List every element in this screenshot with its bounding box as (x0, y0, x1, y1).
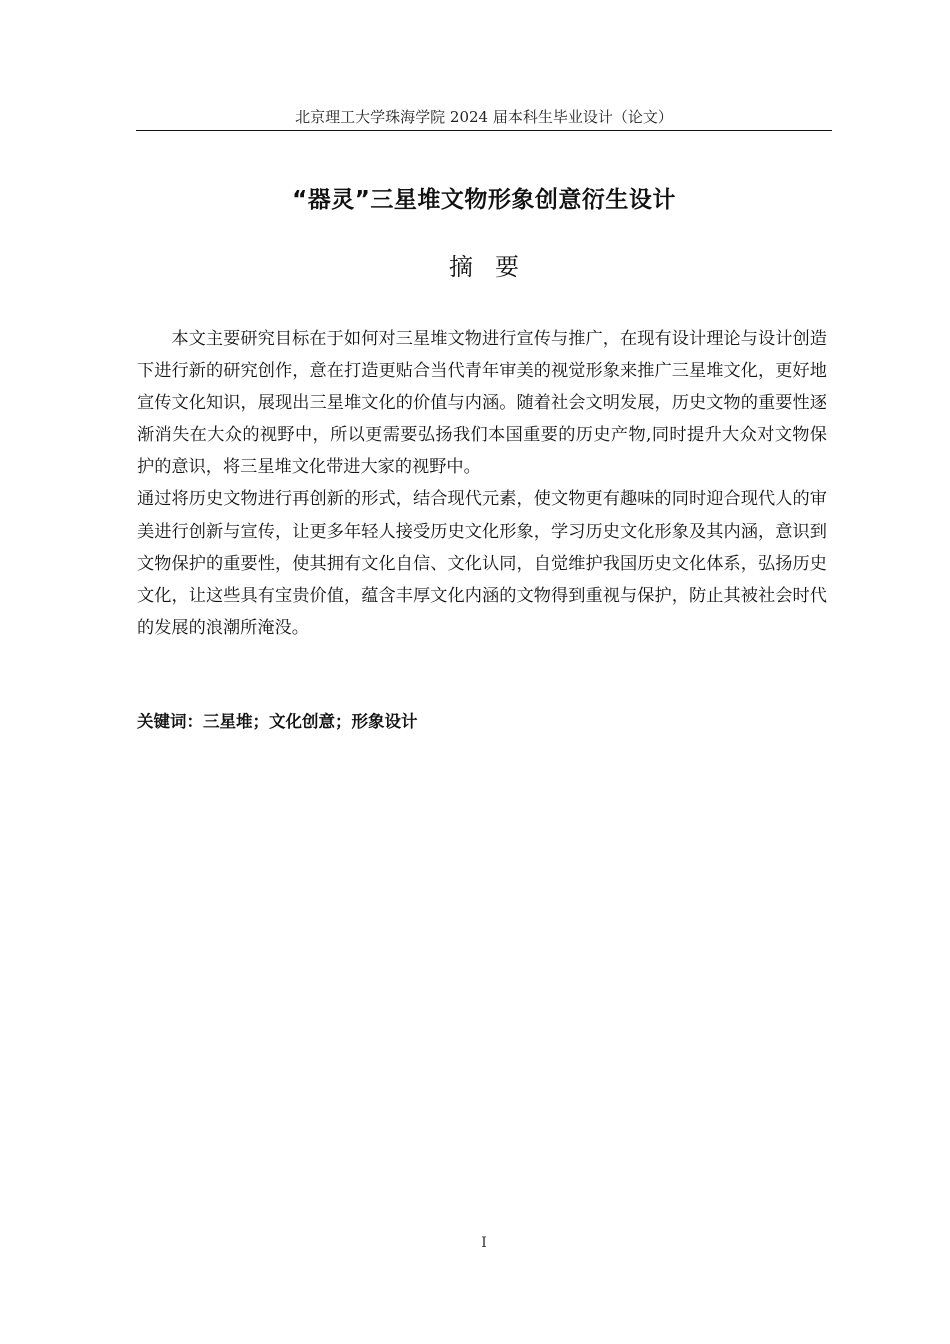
thesis-title: “器灵”三星堆文物形象创意衍生设计 (292, 187, 676, 213)
running-header: 北京理工大学珠海学院 2024 届本科生毕业设计（论文） (295, 108, 673, 126)
page-number: I (481, 1235, 487, 1251)
abstract-body (137, 323, 827, 644)
abstract-paragraph-2: 通过将历史文物进行再创新的形式，结合现代元素，使文物更有趣味的同时迎合现代人的审美进行创新与宣传，让更多年轻人接受历史文化形象，学习历史文化形象及其内涵，意识到文物保护的重要性，使其拥有文化自信、文化认同，自觉维护我国历史文化体系，弘扬历史文化，让这些具有宝贵价值，蕴含丰厚文化内涵的文物得到重视与保护，防止其被社会时代的发展的浪潮所淹没。 (137, 489, 827, 638)
keywords: 关键词：三星堆；文化创意；形象设计 (137, 712, 418, 731)
abstract-paragraph-1: 本文主要研究目标在于如何对三星堆文物进行宣传与推广，在现有设计理论与设计创造下进行新的研究创作，意在打造更贴合当代青年审美的视觉形象来推广三星堆文化，更好地宣传文化知识，展现出三星堆文化的价值与内涵。随着社会文明发展，历史文物的重要性逐渐消失在大众的视野中，所以更需要弘扬我们本国重要的历史产物,同时提升大众对文物保护的意识，将三星堆文化带进大家的视野中。 (137, 329, 827, 478)
header-rule (136, 130, 832, 131)
abstract-heading: 摘要 (449, 253, 541, 281)
